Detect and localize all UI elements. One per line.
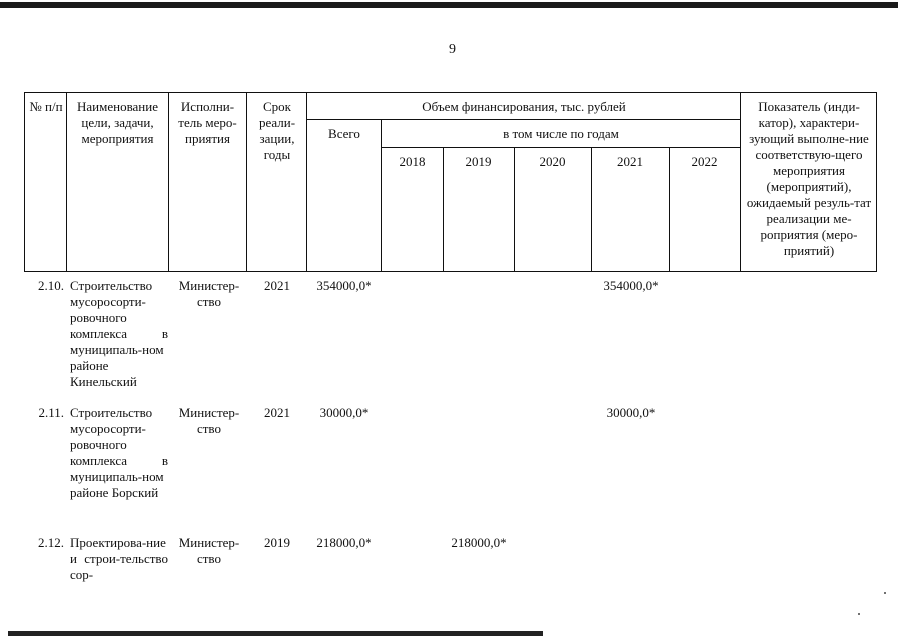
row-total: 218000,0*	[316, 535, 372, 550]
header-divider	[168, 92, 169, 272]
row-name: Строительство мусоросорти-ровочного комплекса в муниципаль-ном районе Борский	[70, 405, 168, 500]
header-year-2022: 2022	[691, 154, 718, 169]
header-year-2021: 2021	[617, 154, 643, 169]
row-amount-2021: 30000,0*	[606, 405, 656, 420]
header-divider	[246, 92, 247, 272]
header-by-years: в том числе по годам	[503, 126, 619, 141]
header-divider	[381, 147, 740, 148]
row-number: 2.11.	[38, 405, 64, 420]
header-executor: Исполни-тель меро-приятия	[178, 99, 237, 146]
header-year-2018: 2018	[399, 154, 426, 169]
row-executor: Министер-ство	[178, 405, 240, 436]
row-number: 2.10.	[38, 278, 64, 293]
row-term: 2021	[264, 405, 290, 420]
header-term: Срок реали-зации, годы	[258, 99, 296, 162]
row-amount-2019: 218000,0*	[451, 535, 507, 550]
row-name: Проектирова-ние и строи-тельство сор-	[70, 535, 168, 582]
header-divider	[740, 92, 741, 272]
row-term: 2021	[264, 278, 290, 293]
header-funding: Объем финансирования, тыс. рублей	[422, 99, 626, 114]
row-total: 30000,0*	[319, 405, 369, 420]
row-executor: Министер-ство	[178, 278, 240, 309]
row-amount-2021: 354000,0*	[603, 278, 659, 293]
header-year-2019: 2019	[465, 154, 492, 169]
header-indicator: Показатель (инди-катор), характери-зующий выполне-ние соответствую-щего мероприятия (мероприятий), ожидаемый резуль-тат реализации ме-роприятия (меро-приятий)	[746, 99, 872, 258]
header-year-2020: 2020	[539, 154, 566, 169]
row-term: 2019	[264, 535, 290, 550]
scan-speck	[884, 592, 886, 594]
header-num: № п/п	[29, 99, 63, 114]
header-total: Всего	[328, 126, 360, 141]
row-executor: Министер-ство	[178, 535, 240, 566]
row-number: 2.12.	[38, 535, 64, 550]
row-name: Строительство мусоросорти-ровочного комплекса в муниципаль-ном районе Кинельский	[70, 278, 168, 389]
page-bottom-border	[8, 631, 543, 636]
row-total: 354000,0*	[316, 278, 372, 293]
header-divider	[66, 92, 67, 272]
scan-speck	[858, 613, 860, 615]
page-top-border	[0, 2, 898, 8]
header-divider	[306, 119, 740, 120]
header-name: Наименование цели, задачи, мероприятия	[77, 99, 158, 146]
header-divider	[381, 119, 382, 272]
page-number: 9	[449, 42, 456, 57]
